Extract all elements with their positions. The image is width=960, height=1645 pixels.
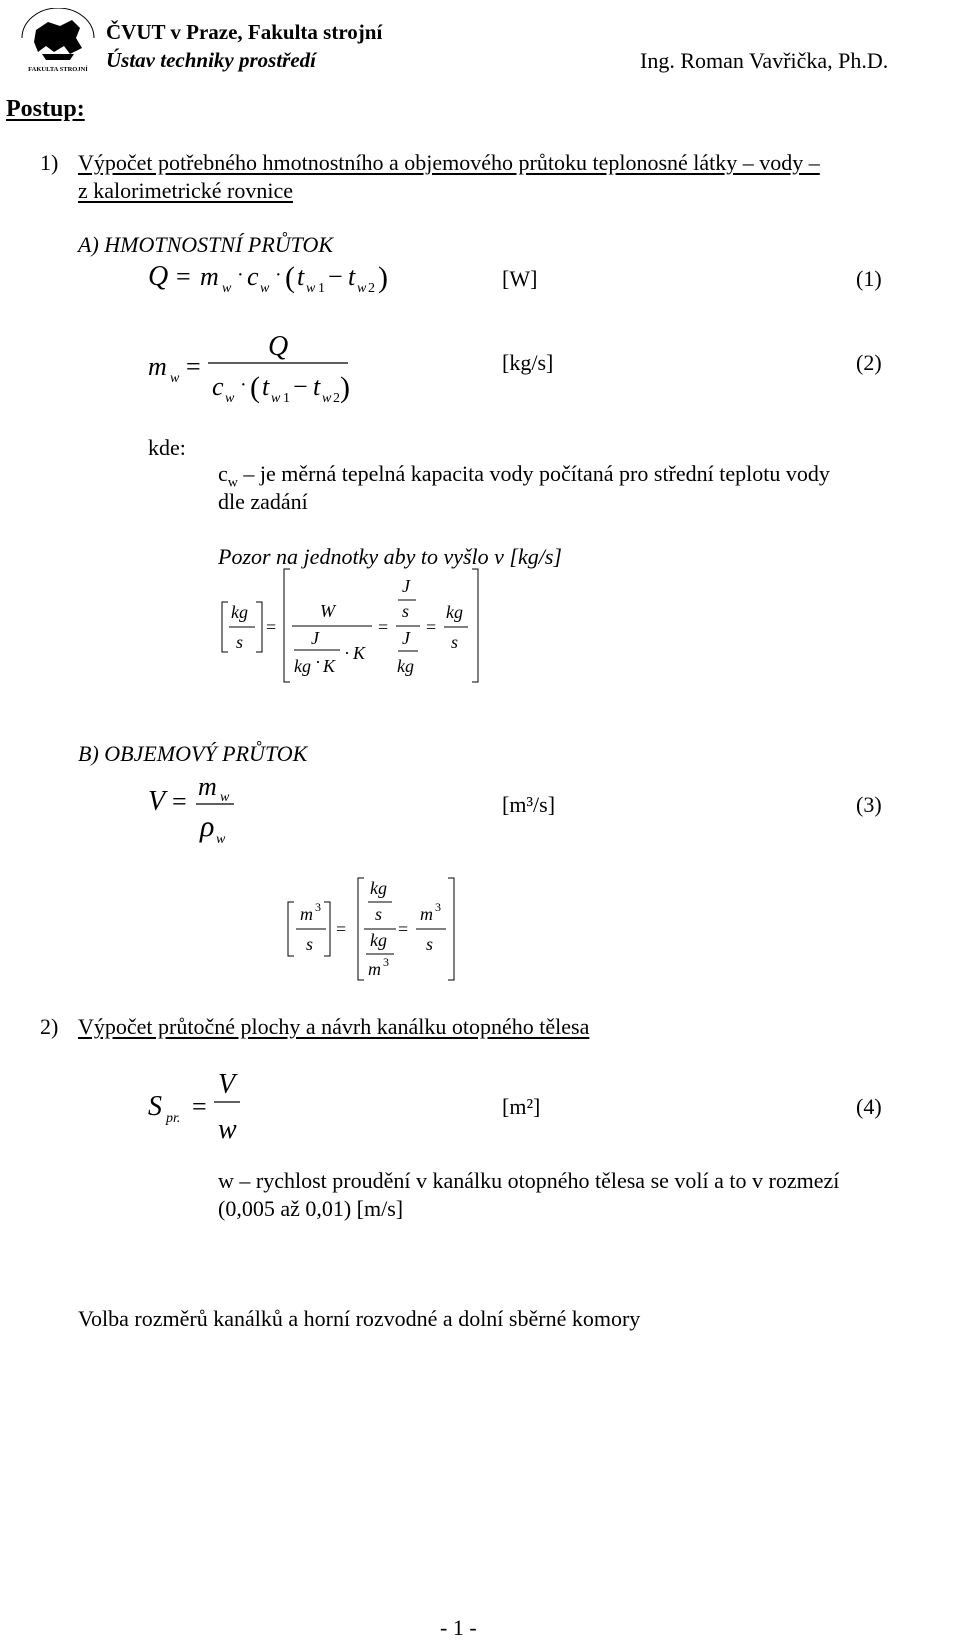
logo-text: FAKULTA STROJNÍ — [28, 66, 88, 73]
svg-text:Q: Q — [148, 261, 169, 292]
cw-description-line2: dle zadání — [218, 489, 308, 514]
step1-title-line2: z kalorimetrické rovnice — [78, 178, 294, 203]
svg-text:3: 3 — [315, 900, 321, 914]
svg-text:w: w — [218, 1114, 237, 1145]
svg-text:m: m — [300, 904, 313, 924]
svg-text:=: = — [172, 787, 187, 816]
unit-analysis-volume-flow — [288, 878, 454, 980]
svg-text:w: w — [357, 281, 367, 296]
svg-text:=: = — [426, 617, 437, 637]
equation-3 — [148, 772, 234, 847]
svg-text:3: 3 — [435, 900, 441, 914]
units-note: Pozor na jednotky aby to vyšlo v [kg/s] — [218, 544, 562, 569]
svg-text:J: J — [402, 628, 410, 648]
eq3-number: (3) — [856, 792, 882, 817]
svg-text:=: = — [266, 617, 277, 637]
part-b-title: B) OBJEMOVÝ PRŮTOK — [78, 741, 308, 766]
svg-text:w: w — [271, 391, 281, 406]
step1-title-line1: Výpočet potřebného hmotnostního a objemového průtoku teplonosné látky – vody – — [78, 150, 820, 175]
svg-text:s: s — [451, 632, 459, 652]
unit-analysis-mass-flow — [222, 569, 478, 682]
svg-text:=: = — [192, 1092, 207, 1121]
svg-text:ρ: ρ — [200, 810, 215, 843]
svg-text:W: W — [320, 601, 335, 621]
cw-description-text: – je měrná tepelná kapacita vody počítaná pro střední teplotu vody — [237, 461, 830, 486]
svg-text:w: w — [260, 281, 270, 296]
w-description-line1: w – rychlost proudění v kanálku otopného tělesa se volí a to v rozmezí — [218, 1168, 840, 1193]
svg-text:3: 3 — [383, 955, 389, 969]
eq4-unit: [m²] — [502, 1094, 541, 1119]
equation-2 — [148, 331, 350, 406]
svg-text:kg: kg — [370, 930, 387, 950]
svg-text:·: · — [275, 264, 282, 286]
svg-text:kg: kg — [397, 656, 414, 676]
svg-text:S: S — [148, 1091, 162, 1122]
page-number: - 1 - — [440, 1615, 477, 1640]
section-title: Postup: — [6, 96, 85, 122]
svg-text:V: V — [148, 786, 166, 817]
cw-description-line1 — [218, 463, 830, 490]
svg-text:2: 2 — [368, 281, 375, 296]
svg-text:pr.: pr. — [166, 1111, 181, 1126]
institution-name: ČVUT v Praze, Fakulta strojní — [106, 20, 383, 44]
svg-text:=: = — [186, 352, 201, 381]
svg-text:=: = — [398, 919, 409, 939]
svg-text:s: s — [375, 904, 383, 924]
eq1-number: (1) — [856, 266, 882, 291]
svg-text:s: s — [426, 934, 434, 954]
svg-text:−: − — [293, 372, 308, 401]
svg-text:w: w — [220, 790, 230, 805]
step2-number: 2) — [40, 1014, 59, 1039]
svg-text:kg: kg — [231, 602, 248, 622]
svg-text:s: s — [402, 601, 410, 621]
svg-text:V: V — [218, 1069, 236, 1100]
svg-text:c: c — [212, 372, 224, 401]
closing-line: Volba rozměrů kanálků a horní rozvodné a dolní sběrné komory — [78, 1306, 641, 1331]
svg-text:kg: kg — [446, 602, 463, 622]
svg-text:kg: kg — [294, 656, 311, 676]
svg-text:=: = — [336, 919, 347, 939]
eq1-unit: [W] — [502, 266, 538, 291]
svg-text:w: w — [222, 281, 232, 296]
svg-text:m: m — [148, 352, 167, 381]
svg-text:(: ( — [250, 371, 260, 404]
svg-text:c: c — [247, 262, 259, 291]
svg-text:−: − — [328, 262, 343, 291]
step1-number: 1) — [40, 150, 59, 175]
svg-text:Q: Q — [268, 331, 289, 362]
svg-text:·: · — [237, 264, 244, 286]
svg-text:2: 2 — [333, 391, 340, 406]
svg-text:K: K — [353, 643, 366, 663]
svg-text:t: t — [262, 372, 270, 401]
svg-text:w: w — [322, 391, 332, 406]
svg-text:): ) — [378, 261, 388, 294]
svg-text:=: = — [176, 262, 191, 291]
svg-text:m: m — [198, 772, 217, 801]
department-name: Ústav techniky prostředí — [106, 48, 316, 72]
svg-text:w: w — [170, 371, 180, 386]
svg-text:w: w — [225, 391, 235, 406]
step2-title: Výpočet průtočné plochy a návrh kanálku otopného tělesa — [78, 1014, 590, 1039]
svg-text:s: s — [306, 934, 314, 954]
svg-text:1: 1 — [318, 281, 325, 296]
cw-symbol: c — [218, 461, 228, 486]
svg-text:m: m — [200, 262, 219, 291]
svg-text:s: s — [236, 632, 244, 652]
svg-text:·: · — [344, 643, 350, 663]
svg-text:t: t — [297, 262, 305, 291]
where-label: kde: — [148, 435, 186, 460]
eq2-number: (2) — [856, 350, 882, 375]
svg-text:kg: kg — [370, 878, 387, 898]
svg-text:m: m — [368, 959, 381, 979]
svg-text:·: · — [315, 652, 321, 672]
svg-text:): ) — [340, 371, 350, 404]
svg-text:t: t — [348, 262, 356, 291]
cw-subscript: w — [227, 475, 238, 491]
equation-1 — [148, 261, 388, 296]
svg-text:w: w — [306, 281, 316, 296]
svg-text:t: t — [313, 372, 321, 401]
svg-text:J: J — [402, 576, 410, 596]
svg-text:·: · — [240, 374, 247, 396]
author-name: Ing. Roman Vavřička, Ph.D. — [640, 48, 889, 73]
eq4-number: (4) — [856, 1094, 882, 1119]
svg-text:w: w — [216, 832, 226, 847]
part-a-title: A) HMOTNOSTNÍ PRŮTOK — [78, 232, 334, 257]
svg-text:(: ( — [285, 261, 295, 294]
eq3-unit: [m³/s] — [502, 792, 556, 817]
eq2-unit: [kg/s] — [502, 350, 554, 375]
svg-text:1: 1 — [283, 391, 290, 406]
svg-text:=: = — [378, 617, 389, 637]
equation-4 — [148, 1069, 240, 1145]
svg-text:J: J — [311, 628, 319, 648]
svg-text:m: m — [420, 904, 433, 924]
w-description-line2: (0,005 až 0,01) [m/s] — [218, 1196, 404, 1221]
svg-text:K: K — [323, 656, 336, 676]
